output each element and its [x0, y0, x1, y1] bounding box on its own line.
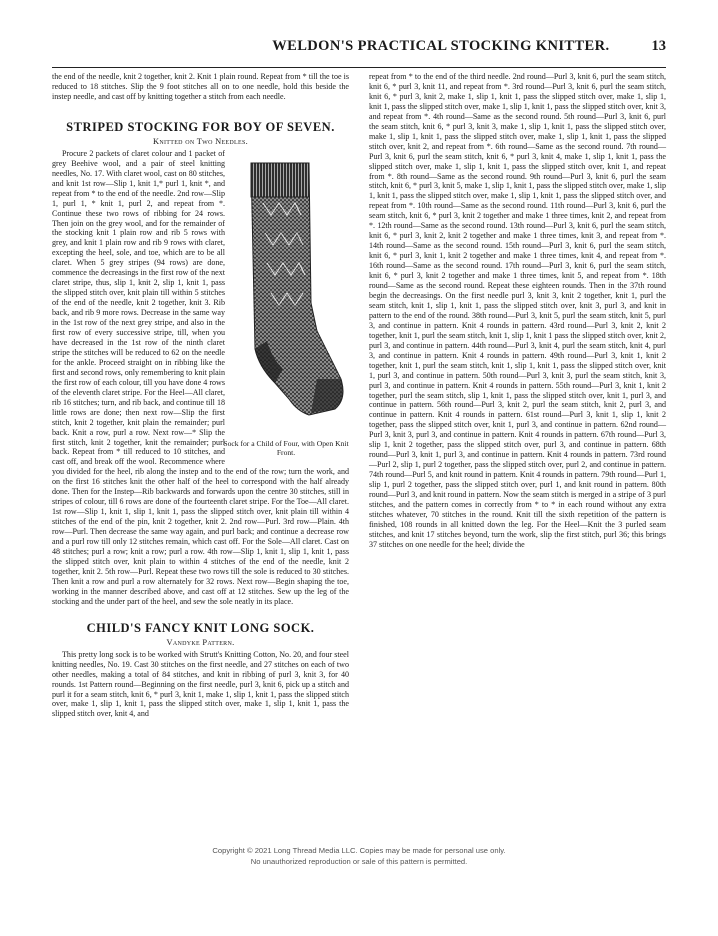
section-subtitle-childs-sock: Vandyke Pattern.	[166, 637, 235, 647]
copyright-line-1: Copyright © 2021 Long Thread Media LLC. Copies may be made for personal use only.	[212, 846, 506, 855]
left-column	[52, 72, 349, 719]
sock-ribbed-top	[251, 163, 309, 197]
figure-caption: Sock for a Child of Four, with Open Knit Front.	[223, 438, 349, 457]
right-column	[369, 72, 666, 719]
section-title-childs-sock: CHILD'S FANCY KNIT LONG SOCK.	[86, 620, 315, 635]
sock-illustration	[231, 153, 349, 433]
running-title: WELDON'S PRACTICAL STOCKING KNITTER.	[272, 38, 610, 54]
sock-body	[251, 163, 343, 415]
text-columns	[52, 72, 666, 719]
page-header	[52, 38, 666, 68]
copyright-footer	[0, 845, 718, 867]
page	[52, 38, 666, 878]
sock-figure	[223, 153, 349, 457]
copyright-line-2: No unauthorized reproduction or sale of this pattern is permitted.	[250, 857, 468, 866]
section-subtitle-striped-stocking: Knitted on Two Needles.	[153, 136, 248, 146]
striped-stocking-body: Procure 2 packets of claret colour and 1 packet of grey Beehive wool, and a pair of steel knitting needles, No. 17. With claret wool, cast on 80 stitches, and knit 1st row—Slip 1, knit 1,* purl 1, knit *, and repeat from * to the end of the needle. 2nd row—Slip 1, purl 1, * knit 1, purl 2, and repeat from *. Continue these two rows of ribbing for 24 rows. Then join on the grey wool, and for the remainder of the stocking knit 1 plain row and rib 5 rows with grey, and knit 1 plain row and rib 9 rows with claret, excepting the heel, sole, and toe, which are to be all claret. When 5 grey stripes (94 rows) are done, commence the decreasings in the first row of the next claret stripe, thus, slip 1, knit 2, slip 1, knit 1, pass the slipped stitch over, knit plain till within 5 stitches of the end of the needle, knit 2 together, knit 3. Rib back, and rib 9 more rows. Decrease in the same way in the 1st row of the next grey stripe, and also in the first row of every successive stripe, till, when you have decreased in the 1st row of the ninth claret stripe the stitches will be reduced to 62 on the needle for the ankle. Proceed straight on in ribbing like the first and second rows, only remembering to knit plain the first row of each colour, till you have done 4 rows of the eleventh claret stripe. For the Heel—All claret, rib 16 stitches; turn, and rib back, and continue till 18 little rows are done; then next row—Slip the first stitch, knit 2 together, knit plain the remainder; purl back. Knit a row, purl a row. Next row—* Slip the first stitch, knit 2 together, knit the remainder; purl back. Repeat from * till reduced to 10 stitches, and cast off, and break off the wool. Recommence where you divided for the heel, rib along the instep and to the end of the row; turn the work, and on the first 16 stitches knit the other half of the heel to correspond with the half already done. Then for the Instep—Rib backwards and forwards upon the centre 30 stitches, still in stripes of colour, till 6 rows are done of the fourteenth claret stripe. For the Toe—All claret. 1st row—Slip 1, knit 1, slip 1, knit 1, pass the slipped stitch over, knit plain till within 4 stitches of the end of the pin, knit 2 together, knit 2. 2nd row—Purl. 3rd row—Plain. 4th row—Purl. Then decrease the same way again, and purl back; and continue a decrease row and a purl row till only 12 stitches remain, which cast off. For the Sole—All claret. Cast on 48 stitches; purl a row; knit a row; purl a row. 4th row—Slip 1, knit 1, slip 1, knit 1, pass the slipped stitch over, knit plain to within 4 stitches of the end of the needle, knit 2 together, knit 2. 5th row—Purl. Repeat these two rows till the sole is reduced to 30 stitches. Then knit a row and purl a row alternately for 32 rows. Next row—Begin shaping the toe, working in the manner described above, and cast off at 12 stitches. Sew up the leg of the stocking and the under part of the heel, and sew the sole neatly in its place.	[52, 148, 349, 606]
intro-paragraph: the end of the needle, knit 2 together, knit 2. Knit 1 plain round. Repeat from * till the toe is reduced to 18 stitches. Slip the 9 foot stitches all on to one needle, hold this beside the instep needle, and cast off by knitting together a stitch from each needle.	[52, 72, 349, 101]
section-title-striped-stocking: STRIPED STOCKING FOR BOY OF SEVEN.	[66, 119, 335, 134]
page-number: 13	[651, 38, 666, 54]
childs-sock-body: This pretty long sock is to be worked with Strutt's Knitting Cotton, No. 20, and four steel knitting needles, No. 19. Cast 30 stitches on the first needle, and 27 stitches on each of two other needles, making a total of 84 stitches, and knit in ribbing of purl 3, knit 3, for 40 rounds. 1st Pattern round—Beginning on the first needle, purl 3, knit 6, pick up a stitch and purl it for a seam stitch, knit 6, * purl 3, knit 1, make 1, slip 1, knit 1, pass the slipped stitch over, make 1, slip 1, knit 1, pass the slipped stitch over, make 1, slip 1, knit 1, pass the slipped stitch over, knit 4, and	[52, 649, 349, 719]
right-column-body: repeat from * to the end of the third needle. 2nd round—Purl 3, knit 6, purl the seam stitch, knit 6, * purl 3, knit 11, and repeat from *. 3rd round—Purl 3, knit 6, purl the seam stitch, knit 6, * purl 3, knit 2, make 1, slip 1, knit 1, pass the slipped stitch over, make 1, slip 1, knit 1, pass the slipped stitch over, make 1, slip 1, knit 1, pass the slipped stitch over, knit 3, and repeat from *. 4th round—Same as the second round. 5th round—Purl 3, knit 6, purl the seam stitch, knit 6, * purl 3, knit 3, make 1, slip 1, knit 1, pass the slipped stitch over, make 1, slip 1, knit 1, pass the slipped stitch over, make 1, slip 1, knit 1, pass the slipped stitch over, knit 2, and repeat from *. 6th round—Same as the second round. 7th round—Purl 3, knit 6, purl the seam stitch, knit 6, * purl 3, knit 4, make 1, slip 1, knit 1, pass the slipped stitch over, make 1, slip 1, knit 1, pass the slipped stitch over, knit 1, and repeat from *. 8th round—Same as the second round. 9th round—Purl 3, knit 6, purl the seam stitch, knit 6, * purl 3, knit 5, make 1, slip 1, knit 1, pass the slipped stitch over, make 1, slip 1, knit 1, pass the slipped stitch over, make 1, slip 1, knit 1, pass the slipped stitch over, and repeat from *. 10th round—Same as the second round. 11th round—Purl 3, knit 6, purl the seam stitch, knit 6, * purl 3, knit 2 together and make 1 three times, knit 2, and repeat from *. 12th round—Same as the second round. 13th round—Purl 3, knit 6, purl the seam stitch, knit 6, * purl 3, knit 2, knit 2 together and make 1 three times, knit 3, and repeat from *. 14th round—Same as the second round. 15th round—Purl 3, knit 6, purl the seam stitch, knit 6, * purl 3, knit 1, knit 2 together and make 1 three times, knit 4, and repeat from *. 16th round—Same as the second round. 17th round—Purl 3, knit 6, purl the seam stitch, knit 6, * purl 3, knit 2 together and make 1 three times, knit 5, and repeat from *. 18th round—Same as the second round. Repeat these eighteen rounds. Then in the 37th round begin the decreasings. On the first needle purl 3, knit 3, knit 2 together, knit 1, purl the seam stitch, knit 1, slip 1, knit 1, pass the slipped stitch over, knit 3, purl 3, and knit in pattern to the end of the round. 38th round—Purl 3, knit 5, purl the seam stitch, knit 5, purl 3, and continue in pattern. Knit 4 rounds in pattern. 43rd round—Purl 3, knit 2, knit 2 together, knit 1, purl the seam stitch, knit 1, slip 1, knit 1 pass the slipped stitch over, knit 2, purl 3, and continue in pattern. 44th round—Purl 3, knit 4, purl the seam stitch, knit 4, purl 3, and continue in pattern. Knit 4 rounds in pattern. 49th round—Purl 3, knit 1, knit 2 together, knit 1, purl the seam stitch, knit 1, slip 1, knit 1, pass the slipped stitch over, knit 1, purl 3, and continue in pattern. 50th round—Purl 3, knit 3, purl the seam stitch, knit 3, purl 3, and continue in pattern. Knit 4 rounds in pattern. 55th round—Purl 3, knit 1, knit 2 together, purl the seam stitch, slip 1, knit 1, pass the slipped stitch over, knit 1, purl 3, and continue in pattern. 56th round—Purl 3, knit 2, purl the seam stitch, knit 2, purl 3, and continue in pattern. Knit 4 rounds in pattern. 61st round—Purl 3, knit 1, slip 1, knit 2 together, pass the slipped stitch over, knit 1, purl 3, and continue in pattern. 62nd round—Purl 3, knit 3, purl 3, and continue in pattern. Knit 4 rounds in pattern. 67th round—Purl 3, slip 1, knit 2 together, pass the slipped stitch over, purl 3, and continue in pattern. 68th round—Purl 3, knit 1, purl 3, and continue in pattern. Knit 4 rounds in pattern. 73rd round—Purl 2, slip 1, purl 2 together, pass the slipped stitch over, purl 2, and continue in pattern. 74th round—Purl 5, and knit round in pattern. Knit 4 rounds in pattern. 79th round—Purl 1, slip 1, purl 2 together, pass the slipped stitch over, purl 1, and knit round in pattern. 80th round—Purl 3, and knit round in pattern. Now the seam stitch is merged in a stripe of 3 purl stitches, and the pattern comes in correctly from * to * in each round without any extra stitches whatever, 70 stitches in the round. Knit till the sixth repetition of the pattern is finished, 108 rounds in all knitted down the leg. For the Heel—Knit the 3 purled seam stitches, and knit 17 stitches beyond, turn the work, slip the first stitch, purl 36; this brings 37 stitches on one needle for the heel; divide the	[369, 72, 666, 549]
